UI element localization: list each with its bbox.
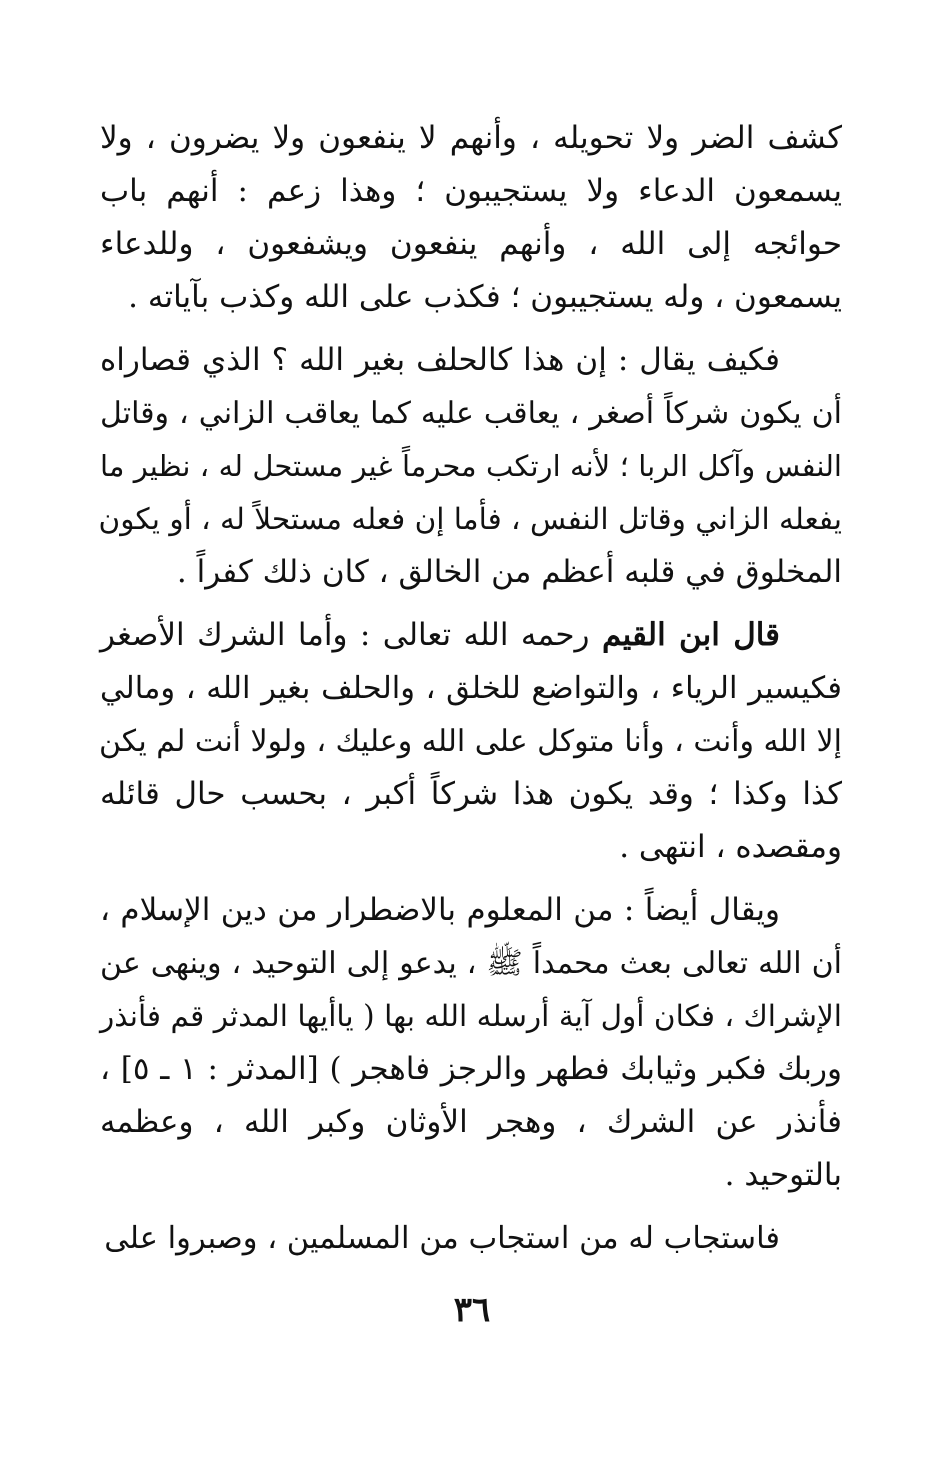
- quote-author: قال ابن القيم: [601, 617, 781, 653]
- text-line: أن الله تعالى بعث محمداً ﷺ ، يدعو إلى التوحيد ، وينهى عن: [100, 946, 842, 981]
- paragraph-2: [100, 334, 842, 599]
- page-number: ٣٦: [453, 1290, 491, 1330]
- text-line: كشف الضر ولا تحويله ، وأنهم لا ينفعون ولا يضرون ، ولا: [100, 120, 842, 156]
- text-line: أن يكون شركاً أصغر ، يعاقب عليه كما يعاقب الزاني ، وقاتل: [100, 396, 842, 431]
- text-line: بالتوحيد .: [724, 1157, 842, 1193]
- text-line: فأنذر عن الشرك ، وهجر الأوثان وكبر الله ، وعظمه: [100, 1104, 842, 1140]
- text-line: يسمعون الدعاء ولا يستجيبون ؛ وهذا زعم : أنهم باب: [100, 173, 842, 209]
- text-line: فكيف يقال : إن هذا كالحلف بغير الله ؟ الذي قصاراه: [100, 342, 780, 378]
- paragraph-5: [100, 1212, 842, 1265]
- text-line: النفس وآكل الربا ؛ لأنه ارتكب محرماً غير مستحل له ، نظير ما: [100, 449, 842, 483]
- text-line: ويقال أيضاً : من المعلوم بالاضطرار من دين الإسلام ،: [100, 892, 780, 928]
- text-line: حوائجه إلى الله ، وأنهم ينفعون ويشفعون ، وللدعاء: [100, 226, 842, 262]
- text-line: يفعله الزاني وقاتل النفس ، فأما إن فعله مستحلاً له ، أو يكون: [98, 502, 842, 536]
- text-line: ومقصده ، انتهى .: [619, 829, 842, 865]
- text-line: [100, 609, 842, 662]
- text-line: الإشراك ، فكان أول آية أرسله الله بها ( ياأيها المدثر قم فأنذر: [100, 999, 842, 1033]
- paragraph-4: [100, 884, 842, 1202]
- text-segment: رحمه الله تعالى : وأما الشرك الأصغر: [100, 617, 590, 653]
- text-line: المخلوق في قلبه أعظم من الخالق ، كان ذلك كفراً .: [176, 554, 842, 590]
- text-line: إلا الله وأنت ، وأنا متوكل على الله وعليك ، ولولا أنت لم يكن: [98, 724, 842, 759]
- paragraph-3: [100, 609, 842, 874]
- text-line: يسمعون ، وله يستجيبون ؛ فكذب على الله وكذب بآياته .: [128, 279, 842, 315]
- text-line: فاستجاب له من استجاب من المسلمين ، وصبروا على: [104, 1221, 780, 1256]
- text-line: وربك فكبر وثيابك فطهر والرجز فاهجر ) [المدثر : ١ ـ ٥] ،: [100, 1051, 842, 1087]
- text-line: كذا وكذا ؛ وقد يكون هذا شركاً أكبر ، بحسب حال قائله: [100, 776, 842, 812]
- page-body: [100, 112, 842, 1275]
- text-line: فكيسير الرياء ، والتواضع للخلق ، والحلف بغير الله ، ومالي: [100, 671, 842, 706]
- paragraph-1: [100, 112, 842, 324]
